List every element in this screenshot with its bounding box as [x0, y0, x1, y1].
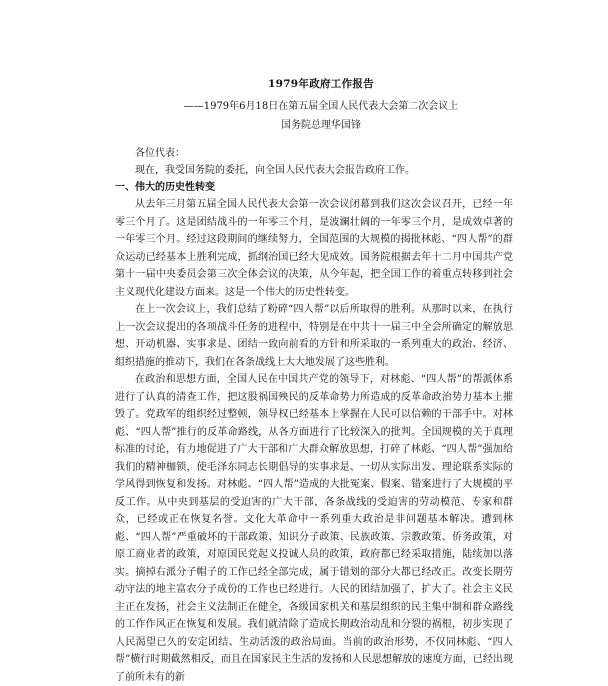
report-author: 国务院总理华国锋 [281, 120, 361, 131]
body-paragraph: 在上一次会议上，我们总结了粉碎“四人帮”以后所取得的胜利。从那时以来，在执行上一次会议提出的各项战斗任务的进程中，特别是在中共十一届三中全会所确定的解放思想、开动机器、实事求是、团结一致向前看的方针和所采取的一系列重大的政治、经济、组织措施的推动下，我们在各条战线上大大地发展了这些胜利。 [115, 304, 513, 368]
report-subtitle: ——1979年6月18日在第五届全国人民代表大会第二次会议上 [183, 101, 459, 112]
report-title: 1979年政府工作报告 [267, 78, 375, 90]
body-paragraph: 在政治和思想方面，全国人民在中国共产党的领导下，对林彪、“四人帮”的帮派体系进行了认真的清查工作，把这股祸国殃民的反革命势力所造成的反革命政治势力基本上摧毁了。党政军的组织经过整顿，领导权已经基本上掌握在人民可以信赖的干部手中。对林彪、“四人帮”推行的反革命路线，从各方面进行了比较深入的批判。全国规模的关于真理标准的讨论，有力地促进了广大干部和广大群众解放思想，打碎了林彪、“四人帮”强加给我们的精神枷锁，使毛泽东同志长期倡导的实事求是、一切从实际出发、理论联系实际的学风得到恢复和发扬。对林彪、“四人帮”造成的大批冤案、假案、错案进行了大规模的平反工作。从中央到基层的受迫害的广大干部，各条战线的受迫害的劳动模范、专家和群众，已经或正在恢复名誉。文化大革命中一系列重大政治是非问题基本解决。遭到林彪、“四人帮”严重破坏的干部政策、知识分子政策、民族政策、宗教政策、侨务政策，对原工商业者的政策，对原国民党起义投诚人员的政策，政府都已经采取措施，陆续加以落实。摘掉右派分子帽子的工作已经全部完成，属于错划的部分大都已经改正。改变长期劳动守法的地主富农分子成份的工作也已经进行。人民的团结加强了，扩大了。社会主义民主正在发扬，社会主义法制正在健全，各级国家机关和基层组织的民主集中制和群众路线的工作作风正在恢复和发展。我们就清除了造成长期政治动乱和分裂的祸根，初步实现了人民渴望已久的安定团结、生动活泼的政治局面。当前的政治形势，不仅同林彪、“四人帮”横行时期截然相反，而且在国家民主生活的发扬和人民思想解放的速度方面，已经出现了前所未有的新 [115, 374, 513, 683]
opening-sentence: 现在，我受国务院的委托，向全国人民代表大会报告政府工作。 [135, 165, 415, 176]
salutation: 各位代表： [135, 148, 185, 159]
section-heading: 一、伟大的历史性转变 [115, 182, 215, 193]
body-paragraph: 从去年三月第五届全国人民代表大会第一次会议闭幕到我们这次会议召开，已经一年零三个月了。这是团结战斗的一年零三个月，是波澜壮阔的一年零三个月，是成效卓著的一年零三个月。经过这段期间的继续努力，全国范围的大规模的揭批林彪、“四人帮”的群众运动已经基本上胜利完成，抓纲治国已经大见成效。国务院根据去年十二月中国共产党第十一届中央委员会第三次全体会议的决策，从今年起，把全国工作的着重点转移到社会主义现代化建设方面来。这是一个伟大的历史性转变。 [115, 199, 513, 298]
